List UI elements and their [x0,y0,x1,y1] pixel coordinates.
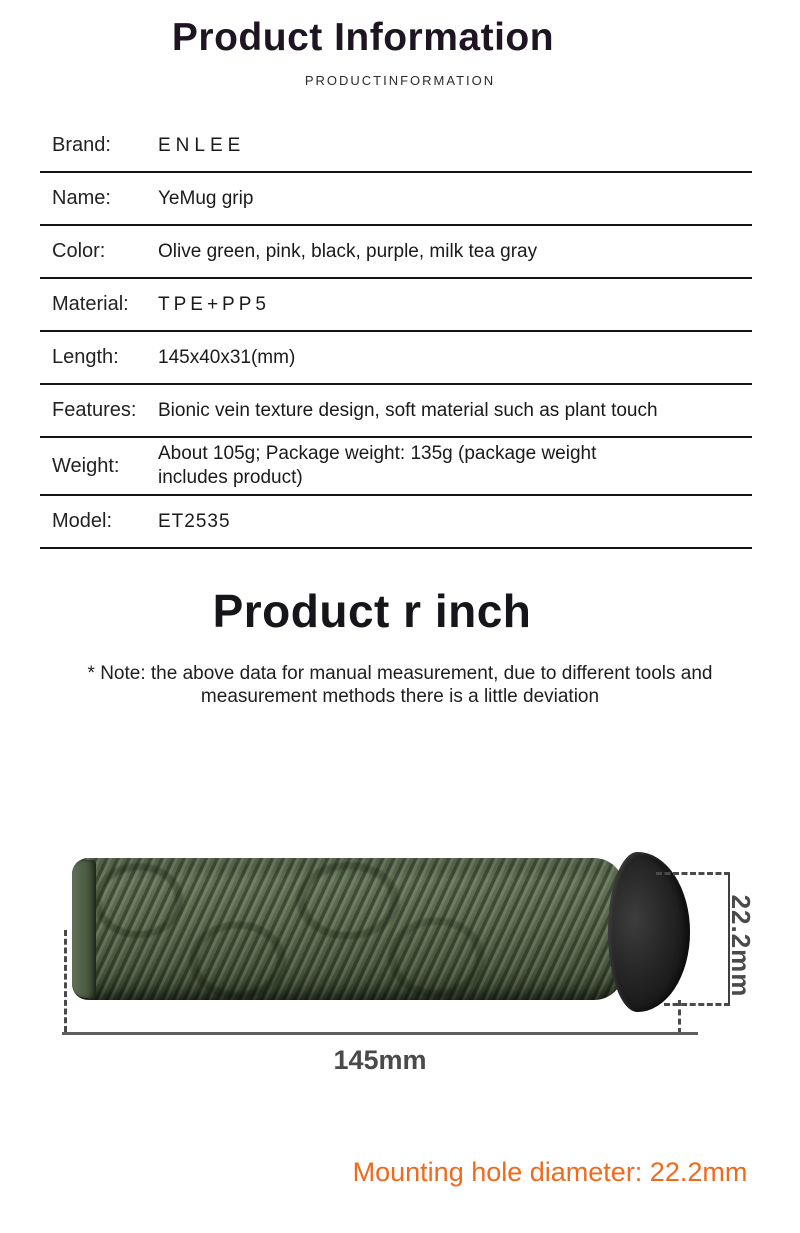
length-extension-line-left [64,930,67,1032]
spec-label: Model: [52,510,113,532]
page-title: Product Information [171,16,555,59]
size-section-title: Product r inch [212,585,532,637]
size-note-line2: measurement methods there is a little deviation [200,686,600,707]
spec-label: Brand: [52,134,111,156]
page-subtitle: PRODUCTINFORMATION [304,73,496,88]
spec-row-features [40,385,752,438]
spec-table [40,120,752,549]
spec-row-length [40,332,752,385]
spec-label: Length: [52,346,119,368]
spec-label: Material: [52,293,129,315]
size-note-line1: * Note: the above data for manual measurement, due to different tools and [87,663,713,684]
spec-value: YeMug grip [158,187,254,209]
diameter-extension-line-top [656,872,730,875]
spec-row-weight [40,438,752,496]
grip-body-image [72,858,624,1000]
diameter-extension-line-bottom [664,1003,730,1006]
grip-black-end-cap [608,852,690,1012]
spec-row-name [40,173,752,226]
spec-label: Features: [52,399,137,421]
spec-label: Name: [52,187,111,209]
spec-value: ENLEE [158,134,246,156]
spec-value: ET2535 [158,510,231,532]
spec-row-brand [40,120,752,173]
grip-product-figure [0,830,800,1100]
spec-value: TPE+PP5 [158,293,270,315]
spec-row-color [40,226,752,279]
spec-value: 145x40x31(mm) [158,346,296,368]
spec-label: Color: [52,240,106,262]
length-dimension-line [62,1032,698,1035]
spec-label: Weight: [52,454,120,477]
size-note [0,662,800,708]
spec-value: Olive green, pink, black, purple, milk tea gray [158,240,538,262]
length-dimension-label: 145mm [333,1045,427,1075]
spec-row-model [40,496,752,549]
spec-value: Bionic vein texture design, soft material such as plant touch [158,399,658,421]
grip-closed-end [72,860,96,998]
spec-value: About 105g; Package weight: 135g (package weight includes product) [158,443,597,488]
mounting-hole-note: Mounting hole diameter: 22.2mm [352,1157,748,1187]
diameter-dimension-label: 22.2mm [726,894,756,998]
spec-row-material [40,279,752,332]
